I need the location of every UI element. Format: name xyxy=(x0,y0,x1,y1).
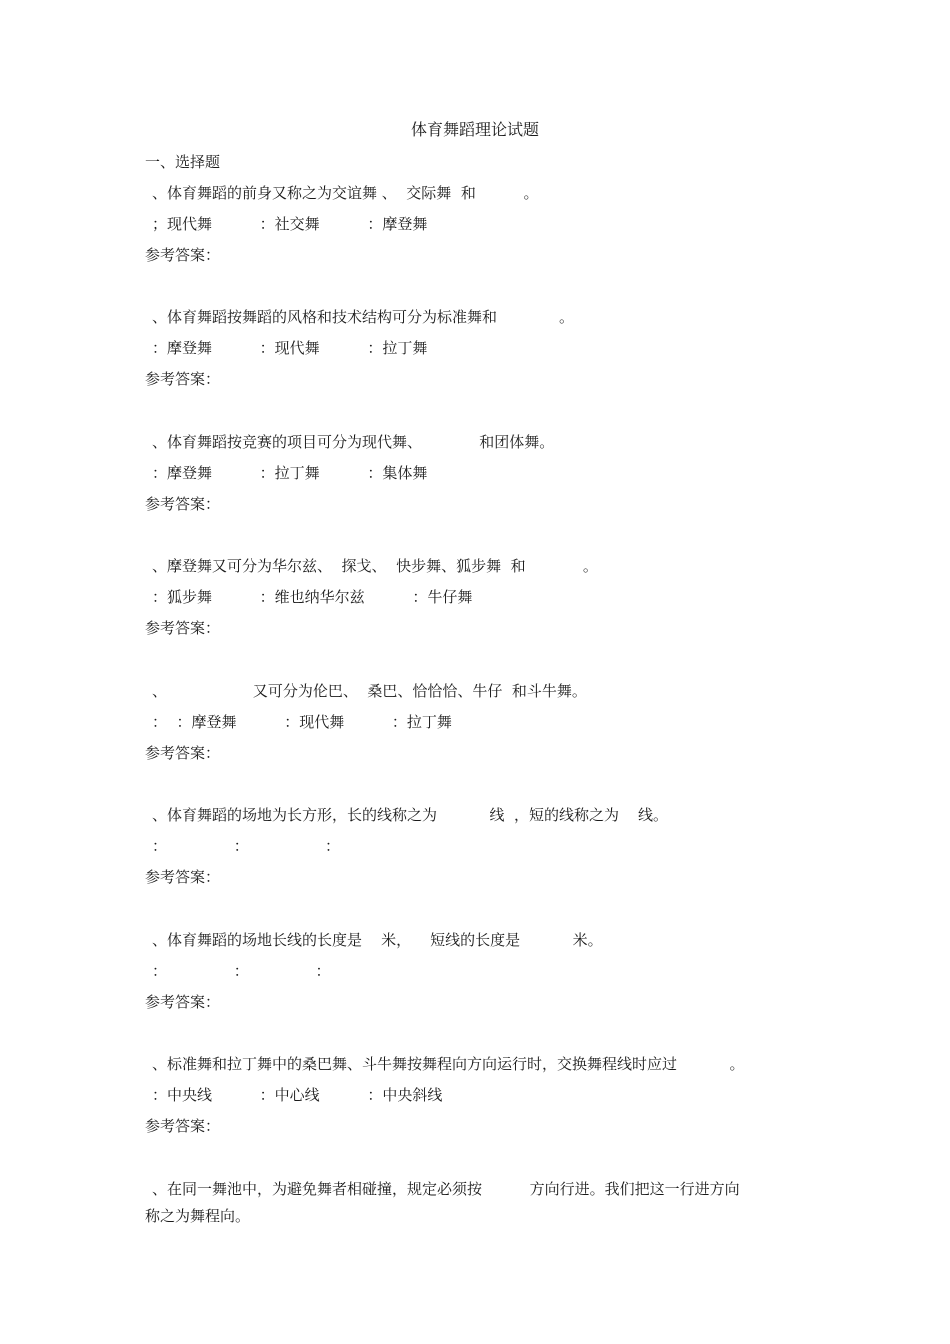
answer-label: 参考答案： xyxy=(145,1117,221,1135)
question-options: ：中央线 ：中心线 ：中央斜线 xyxy=(152,1086,443,1104)
question-options: ： ： ： xyxy=(152,837,341,855)
question-options: ：摩登舞 ：拉丁舞 ：集体舞 xyxy=(152,464,428,482)
answer-label: 参考答案： xyxy=(145,619,221,637)
document-title: 体育舞蹈理论试题 xyxy=(410,120,539,139)
question-stem: 、在同一舞池中，为避免舞者相碰撞，规定必须按 方向行进。我们把这一行进方向 xyxy=(152,1180,740,1198)
question-stem: 、摩登舞又可分为华尔兹、 探戈、 快步舞、狐步舞 和 。 xyxy=(152,557,598,575)
question-stem: 、体育舞蹈的前身又称之为交谊舞 、 交际舞 和 。 xyxy=(152,184,539,202)
question-stem: 、体育舞蹈的场地长线的长度是 米， 短线的长度是 米。 xyxy=(152,931,603,949)
answer-label: 参考答案： xyxy=(145,868,221,886)
answer-label: 参考答案： xyxy=(145,246,221,264)
question-stem: 、标准舞和拉丁舞中的桑巴舞、斗牛舞按舞程向方向运行时，交换舞程线时应过 。 xyxy=(152,1055,745,1073)
answer-label: 参考答案： xyxy=(145,495,221,513)
question-stem: 、体育舞蹈的场地为长方形，长的线称之为 线 ，短的线称之为 线。 xyxy=(152,806,669,824)
question-options: ；现代舞 ：社交舞 ：摩登舞 xyxy=(152,215,428,233)
section-heading: 一、选择题 xyxy=(145,153,221,171)
answer-label: 参考答案： xyxy=(145,744,221,762)
question-stem: 、体育舞蹈按舞蹈的风格和技术结构可分为标准舞和 。 xyxy=(152,308,574,326)
question-options: ：狐步舞 ：维也纳华尔兹 ：牛仔舞 xyxy=(152,588,473,606)
answer-label: 参考答案： xyxy=(145,993,221,1011)
question-options: ： ：摩登舞 ：现代舞 ：拉丁舞 xyxy=(152,713,452,731)
question-stem: 、体育舞蹈按竞赛的项目可分为现代舞、 和团体舞。 xyxy=(152,433,555,451)
answer-label: 参考答案： xyxy=(145,370,221,388)
question-stem: 、 又可分为伦巴、 桑巴、恰恰恰、牛仔 和斗牛舞。 xyxy=(152,682,587,700)
question-options: ： ： ： xyxy=(152,962,331,980)
question-options: ：摩登舞 ：现代舞 ：拉丁舞 xyxy=(152,339,428,357)
question-stem-continued: 称之为舞程向。 xyxy=(145,1207,251,1225)
